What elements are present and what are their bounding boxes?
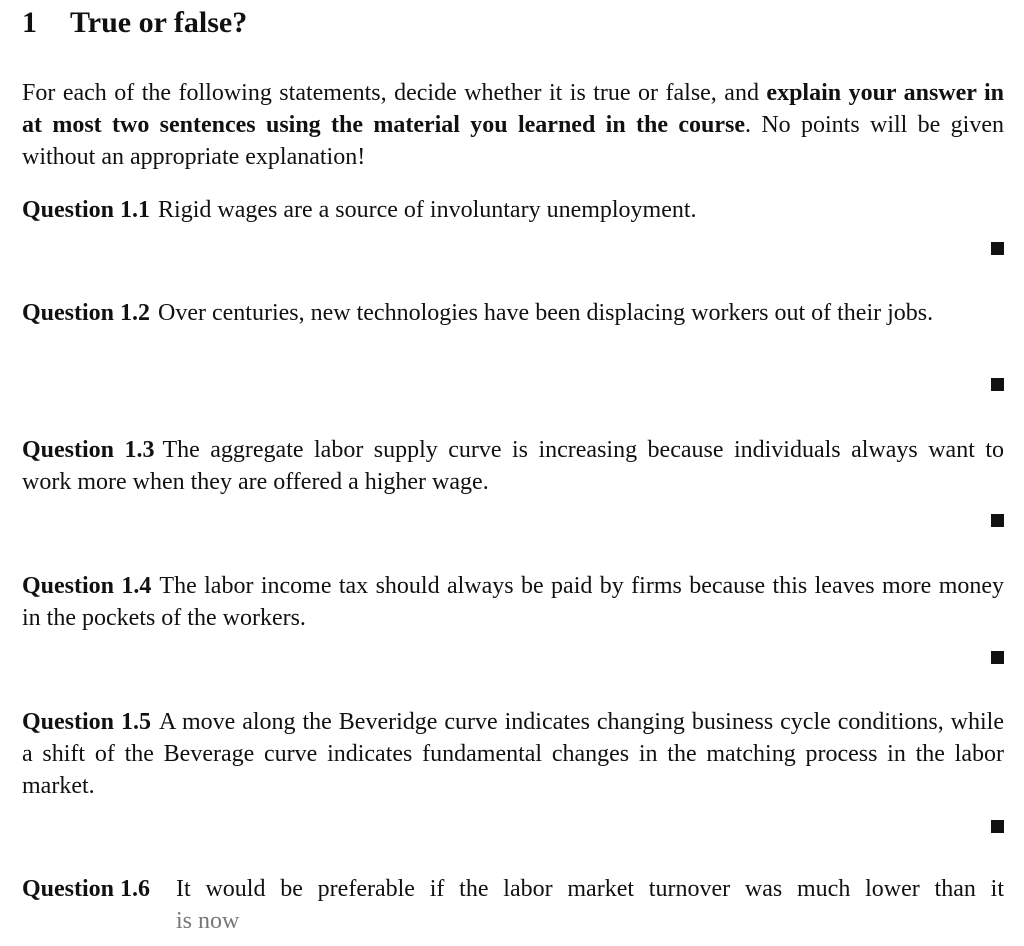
question-1-4	[22, 570, 1004, 634]
question-text: Over centuries, new technologies have been displacing workers out of their jobs.	[158, 300, 934, 326]
question-text: The labor income tax should always be paid by firms because this leaves more money in the pockets of the workers.	[22, 573, 1005, 631]
instructions-text-end: . No points will be given without an appropriate explanation!	[22, 112, 1004, 170]
question-1-3	[22, 434, 1004, 498]
question-text: A move along the Beveridge curve indicates changing business cycle conditions, while a shift of the Beverage curve indicates fundamental changes in the matching process in the labor market.	[22, 709, 1004, 799]
question-text-continued: is now	[176, 908, 240, 934]
section-number: 1	[22, 6, 37, 39]
end-of-question-marker	[991, 378, 1004, 391]
section-heading	[22, 4, 247, 42]
end-of-question-marker	[991, 514, 1004, 527]
question-text: It would be preferable if the labor market turnover was much lower than it	[176, 876, 1004, 902]
question-label: Question 1.3	[22, 437, 155, 463]
end-of-question-marker	[991, 820, 1004, 833]
question-1-6-label: Question 1.6	[22, 876, 151, 902]
question-label: Question 1.4	[22, 573, 152, 599]
end-of-question-marker	[991, 651, 1004, 664]
instructions-emphasis: explain your answer in at most two sentences using the material you learned in the course	[22, 80, 1005, 138]
question-1-1	[22, 194, 1004, 226]
document-page	[22, 0, 1004, 946]
question-text: The aggregate labor supply curve is increasing because individuals always want to work more when they are offered a higher wage.	[22, 437, 1004, 495]
question-1-6	[176, 873, 1004, 937]
question-1-5	[22, 706, 1004, 802]
question-label: Question 1.2	[22, 300, 151, 326]
question-text: Rigid wages are a source of involuntary unemployment.	[158, 197, 697, 223]
section-title: True or false?	[70, 6, 248, 39]
question-label: Question 1.5	[22, 709, 151, 735]
question-1-2	[22, 297, 1004, 329]
end-of-question-marker	[991, 242, 1004, 255]
instructions-paragraph	[22, 77, 1004, 173]
question-label: Question 1.1	[22, 197, 151, 223]
instructions-text: For each of the following statements, decide whether it is true or false, and	[22, 80, 767, 106]
